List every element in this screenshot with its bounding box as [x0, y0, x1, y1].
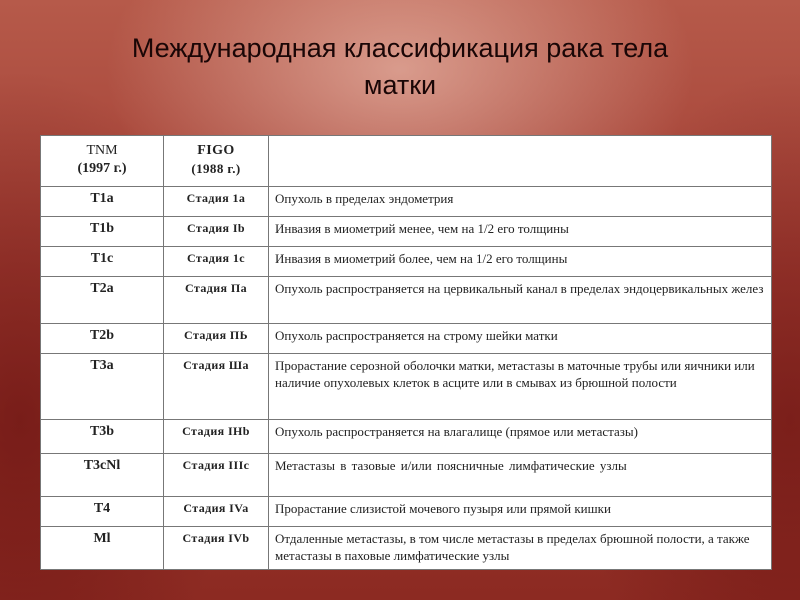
table-row: [41, 354, 772, 420]
figo-cell: Стадия 1с: [164, 247, 269, 277]
figo-cell: Стадия IVb: [164, 527, 269, 570]
description-cell: Метастазы в тазовые и/или поясничные лимфатические узлы: [269, 454, 772, 497]
tnm-cell: T1b: [41, 217, 164, 247]
table-row: [41, 217, 772, 247]
description-cell: Опухоль распространяется на влагалище (прямое или метастазы): [269, 420, 772, 454]
header-tnm-year: (1997 г.): [77, 161, 127, 176]
tnm-cell: Ml: [41, 527, 164, 570]
description-cell: Опухоль распространяется на цервикальный канал в пределах эндоцервикальных желез: [269, 277, 772, 324]
table-row: [41, 497, 772, 527]
description-cell: Инвазия в миометрий более, чем на 1/2 его толщины: [269, 247, 772, 277]
slide-title: [0, 30, 800, 104]
header-figo-year: (1988 г.): [191, 161, 241, 176]
header-tnm-label: TNM: [86, 143, 118, 158]
description-cell: Прорастание серозной оболочки матки, метастазы в маточные трубы или яичники или наличие опухолевых клеток в асците или в смывах из брюшной полости: [269, 354, 772, 420]
figo-cell: Стадия Ша: [164, 354, 269, 420]
table-row: [41, 454, 772, 497]
slide-title-line1: Международная классификация рака тела: [131, 33, 669, 63]
header-tnm: [41, 136, 164, 187]
tnm-cell: T2a: [41, 277, 164, 324]
description-cell: Отдаленные метастазы, в том числе метастазы в пределах брюшной полости, а также метастазы в паховые лимфатические узлы: [269, 527, 772, 570]
tnm-cell: T3cNl: [41, 454, 164, 497]
description-cell: Прорастание слизистой мочевого пузыря или прямой кишки: [269, 497, 772, 527]
tnm-cell: T1a: [41, 187, 164, 217]
table-row: [41, 420, 772, 454]
figo-cell: Стадия IVa: [164, 497, 269, 527]
classification-table: [40, 135, 772, 570]
description-cell: Опухоль распространяется на строму шейки матки: [269, 324, 772, 354]
tnm-cell: T1c: [41, 247, 164, 277]
header-description: [269, 136, 772, 187]
figo-cell: Стадия IHb: [164, 420, 269, 454]
figo-cell: Стадия ПЬ: [164, 324, 269, 354]
description-cell: Инвазия в миометрий менее, чем на 1/2 его толщины: [269, 217, 772, 247]
figo-cell: Стадия Па: [164, 277, 269, 324]
figo-cell: Стадия 1а: [164, 187, 269, 217]
figo-cell: Стадия Ib: [164, 217, 269, 247]
tnm-cell: T4: [41, 497, 164, 527]
tnm-cell: T2b: [41, 324, 164, 354]
header-figo-label: FIGO: [197, 143, 235, 158]
figo-cell: Стадия IIIc: [164, 454, 269, 497]
table-row: [41, 527, 772, 570]
slide-title-line2: матки: [363, 70, 437, 100]
table-row: [41, 247, 772, 277]
table-row: [41, 324, 772, 354]
tnm-cell: T3a: [41, 354, 164, 420]
table-row: [41, 277, 772, 324]
tnm-cell: T3b: [41, 420, 164, 454]
table-header-row: [41, 136, 772, 187]
header-figo: [164, 136, 269, 187]
description-cell: Опухоль в пределах эндометрия: [269, 187, 772, 217]
table-row: [41, 187, 772, 217]
